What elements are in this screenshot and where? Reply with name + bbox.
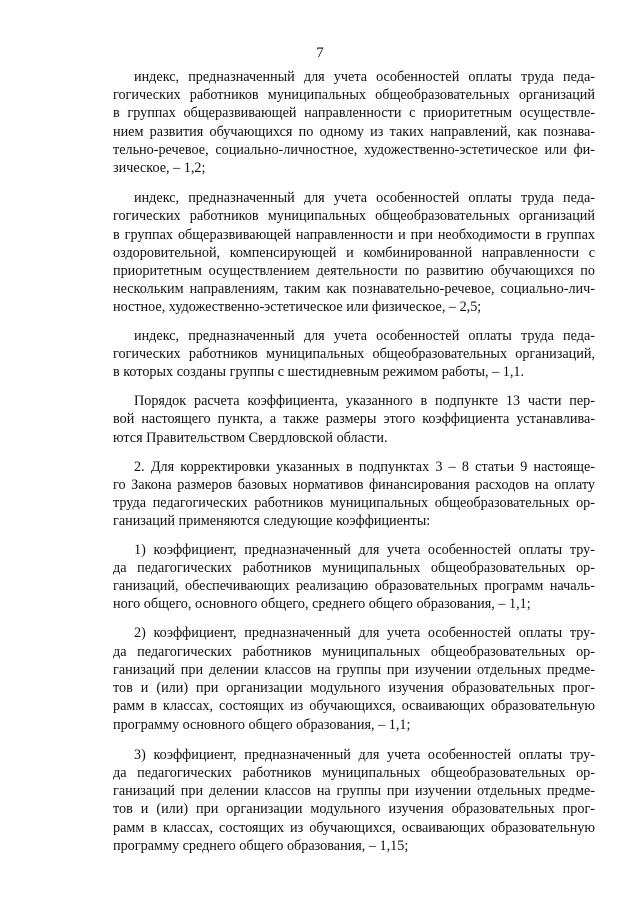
paragraph-subitem-1 (113, 541, 595, 614)
text-line: ганизаций, обеспечивающих реализацию образовательных программ началь- (113, 578, 595, 595)
paragraph-subitem-2 (113, 624, 595, 733)
text-line: ного общего, основного общего, среднего общего образования, – 1,1; (113, 596, 531, 613)
text-line: приоритетным осуществлением деятельности по развитию обучающихся по (113, 263, 595, 280)
text-line: индекс, предназначенный для учета особенностей оплаты труда педа- (134, 69, 595, 85)
text-line: тельно-речевое, социально-личностное, художественно-эстетическое или фи- (113, 141, 595, 158)
text-line: нескольким направлениям, таким как познавательно-речевое, социально-лич- (113, 281, 595, 298)
text-line: ганизаций применяются следующие коэффициенты: (113, 513, 431, 530)
text-line: 2. Для корректировки указанных в подпунктах 3 – 8 статьи 9 настояще- (134, 458, 595, 475)
text-line: программу основного общего образования, – 1,1; (113, 716, 411, 733)
document-body (113, 68, 595, 855)
text-line: 3) коэффициент, предназначенный для учета особенностей оплаты тру- (134, 746, 595, 763)
paragraph-index-combined-groups (113, 189, 595, 316)
text-line: нием развития обучающихся по одному из таких направлений, как познава- (113, 123, 595, 140)
text-line: в группах общеразвивающей направленности и при необходимости в группах (113, 226, 595, 243)
paragraph-coefficient-procedure (113, 392, 595, 447)
text-line: программу среднего общего образования, – 1,15; (113, 837, 409, 854)
text-line: ганизаций при делении классов на группы при изучении отдельных предме- (113, 661, 595, 678)
text-line: да педагогических работников муниципальных общеобразовательных ор- (113, 643, 595, 660)
text-line: гогических работников муниципальных общеобразовательных организаций (113, 208, 595, 225)
text-line: тов и (или) при организации модульного изучения образовательных прог- (113, 680, 595, 697)
text-line: труда педагогических работников муниципальных общеобразовательных ор- (113, 495, 595, 512)
text-line: вой настоящего пункта, а также размеры этого коэффициента устанавлива- (113, 411, 595, 428)
text-line: оздоровительной, компенсирующей и комбинированной направленности с (113, 244, 595, 261)
text-line: рамм в классах, состоящих из обучающихся, осваивающих образовательную (113, 819, 595, 836)
text-line: индекс, предназначенный для учета особенностей оплаты труда педа- (134, 190, 595, 207)
text-line: 1) коэффициент, предназначенный для учета особенностей оплаты тру- (134, 541, 595, 558)
text-line: индекс, предназначенный для учета особенностей оплаты труда педа- (134, 327, 595, 344)
text-line: 2) коэффициент, предназначенный для учета особенностей оплаты тру- (134, 625, 595, 642)
page-number: 7 (316, 45, 324, 61)
text-line: ются Правительством Свердловской области. (113, 429, 388, 446)
text-line: тов и (или) при организации модульного изучения образовательных прог- (113, 801, 595, 818)
text-line: го Закона размеров базовых нормативов финансирования расходов на оплату (113, 477, 595, 494)
text-line: Порядок расчета коэффициента, указанного в подпункте 13 части пер- (134, 393, 595, 410)
text-line: в группах общеразвивающей направленности с приоритетным осуществле- (113, 105, 595, 122)
text-line: да педагогических работников муниципальных общеобразовательных ор- (113, 559, 595, 576)
paragraph-index-general-development (113, 68, 595, 177)
text-line: в которых созданы группы с шестидневным режимом работы, – 1,1. (113, 364, 525, 381)
paragraph-subitem-3 (113, 746, 595, 855)
text-line: рамм в классах, состоящих из обучающихся, осваивающих образовательную (113, 698, 595, 715)
text-line: гогических работников муниципальных общеобразовательных организаций, (113, 345, 595, 362)
text-line: ностное, художественно-эстетическое или физическое, – 2,5; (113, 299, 482, 316)
text-line: зическое, – 1,2; (113, 160, 206, 177)
text-line: гогических работников муниципальных общеобразовательных организаций (113, 87, 595, 104)
paragraph-item-2-adjustment (113, 458, 595, 531)
text-line: ганизаций при делении классов на группы при изучении отдельных предме- (113, 783, 595, 800)
paragraph-index-six-day-groups (113, 327, 595, 382)
text-line: да педагогических работников муниципальных общеобразовательных ор- (113, 764, 595, 781)
